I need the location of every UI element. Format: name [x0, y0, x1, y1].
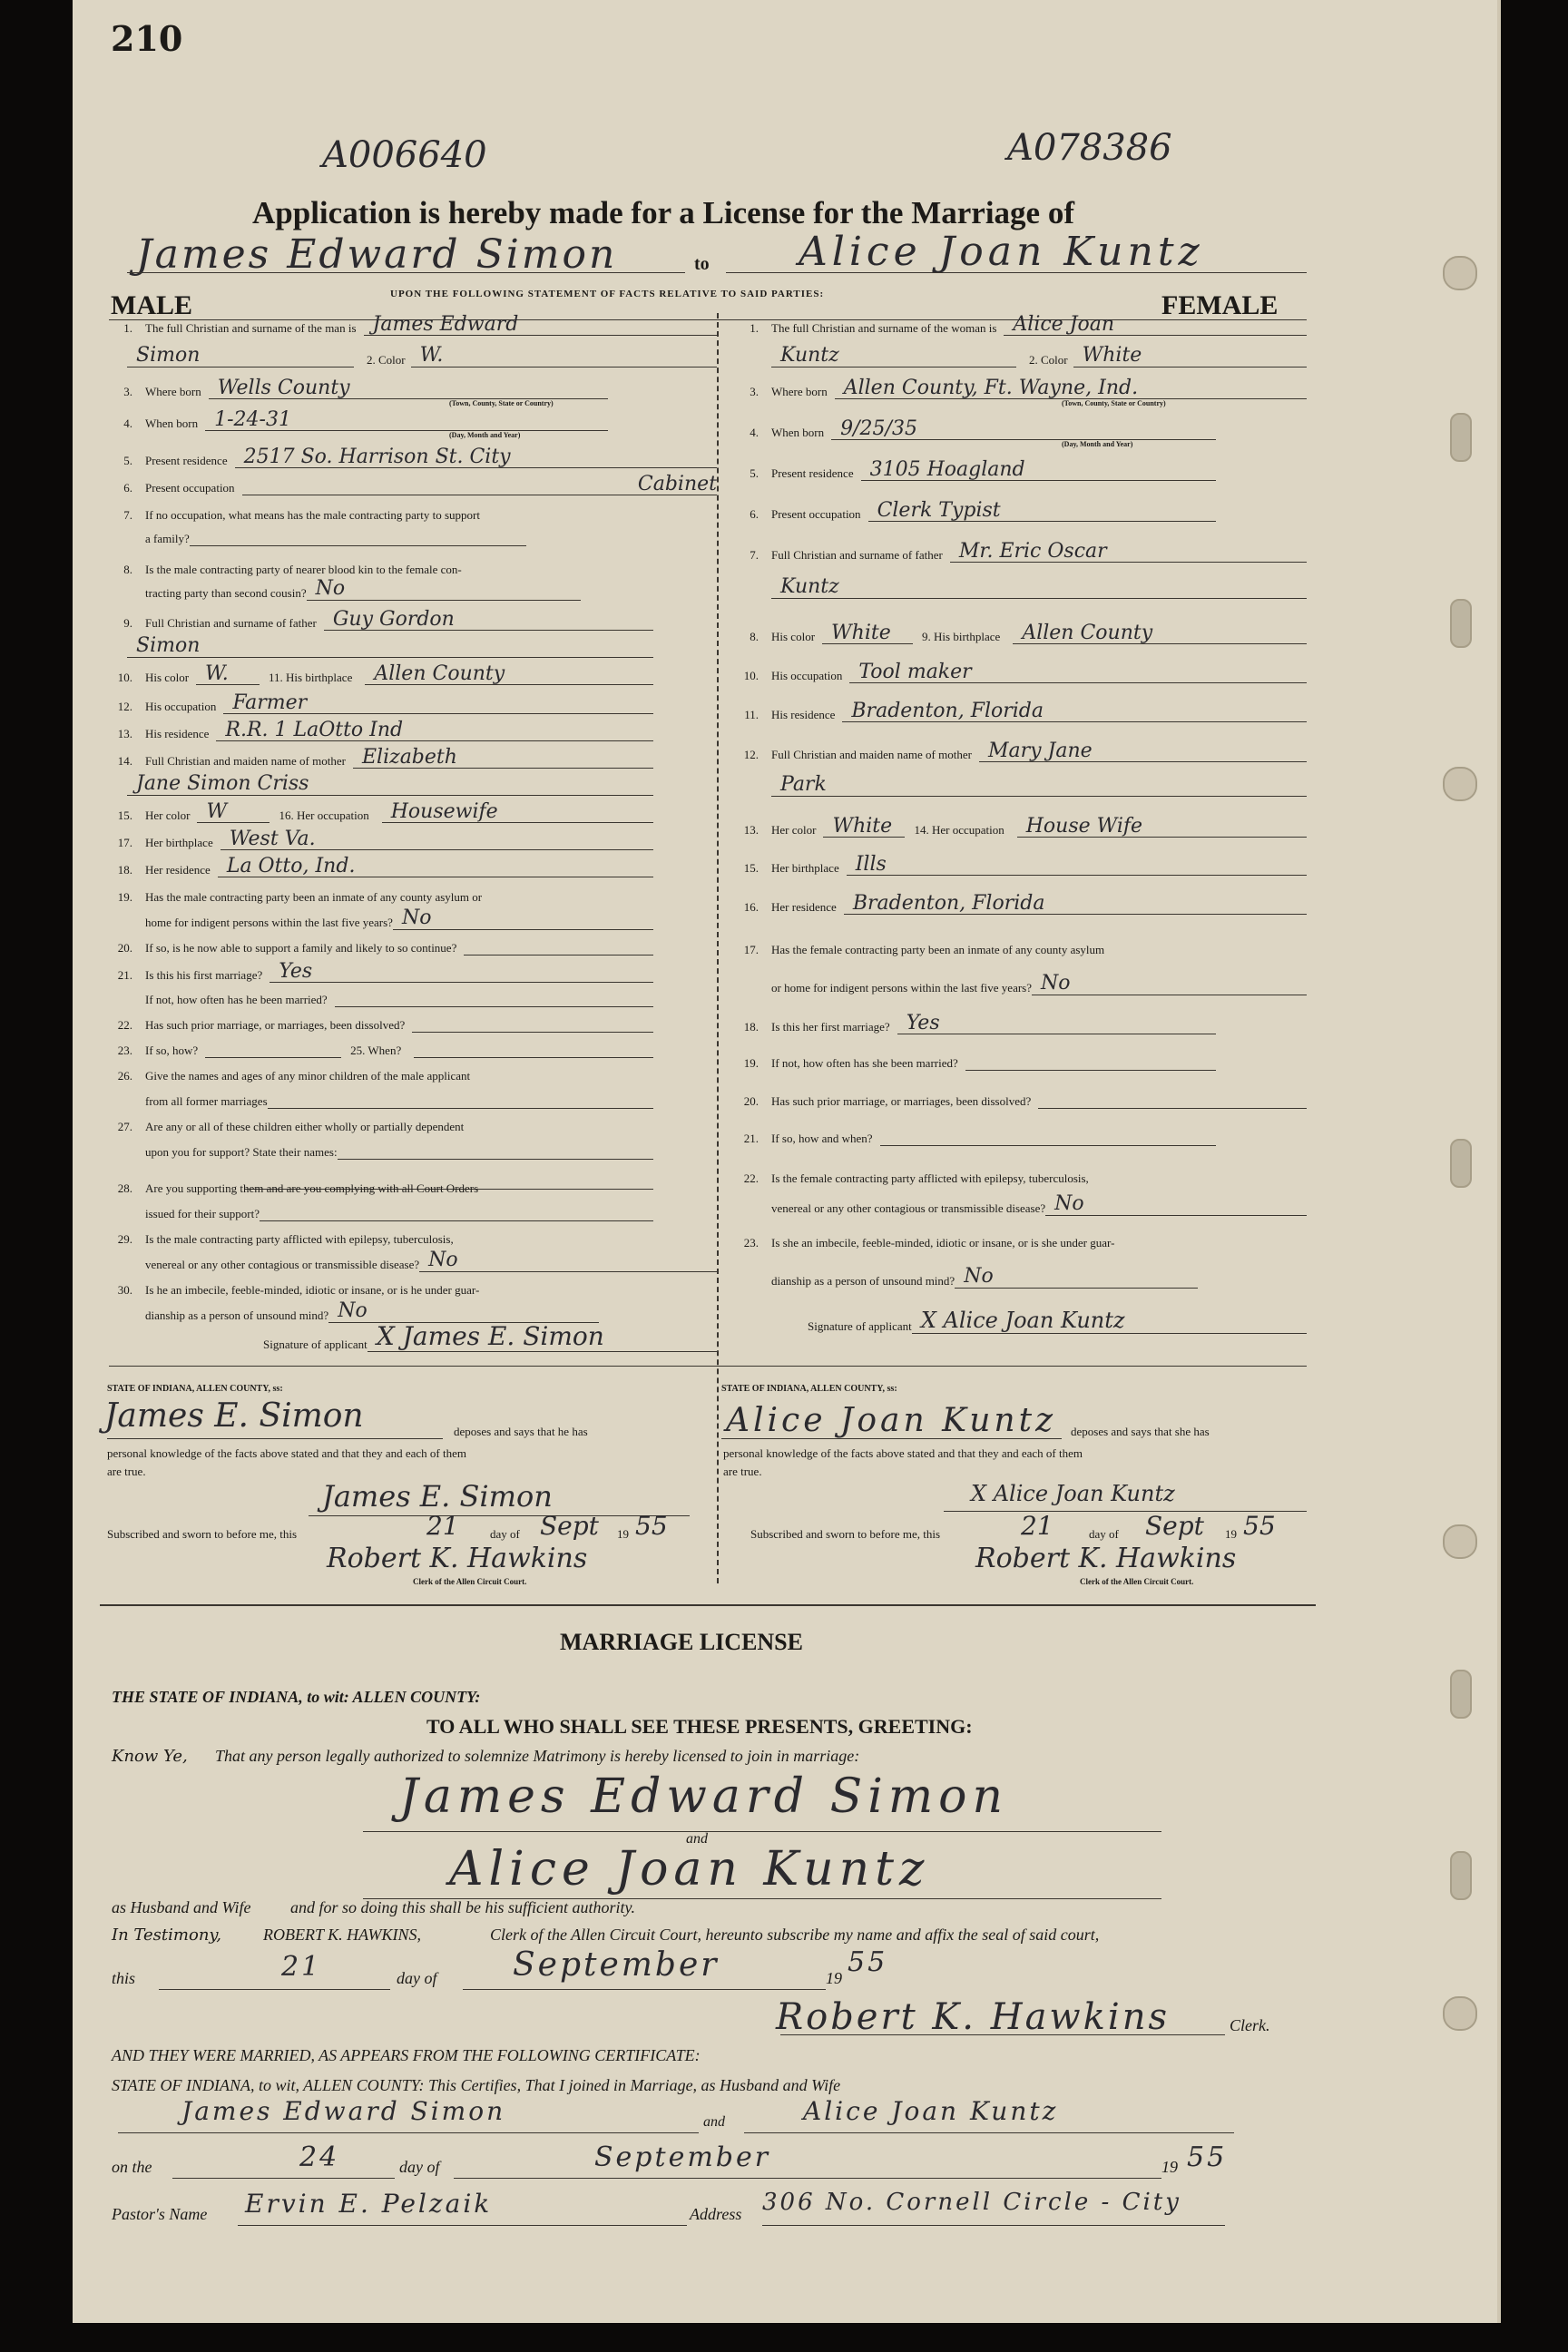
file-number-right: A078386	[1007, 127, 1172, 169]
male-affidavit-top-rule	[109, 1366, 717, 1367]
female-affidavit-true: are true.	[723, 1465, 762, 1478]
female-row-1b: Kuntz 2. Color White	[771, 340, 1307, 368]
female-sworn-19: 19	[1225, 1527, 1237, 1541]
certificate-bride-line	[744, 2132, 1234, 2133]
female-row-12: 12. Full Christian and maiden name of mother Mary Jane	[726, 735, 1307, 762]
license-top-rule	[100, 1604, 1316, 1606]
license-testimony: In Testimony,	[112, 1926, 221, 1945]
license-know-text: That any person legally authorized to solemnize Matrimony is hereby licensed to join in marriage:	[215, 1747, 860, 1765]
female-row-17: 17. Has the female contracting party been an inmate of any county asylum	[743, 943, 1105, 956]
page-number: 210	[111, 18, 183, 59]
binder-slot	[1450, 1851, 1472, 1900]
license-19: 19	[826, 1969, 842, 1987]
male-row-14b: Jane Simon Criss	[127, 769, 653, 796]
certificate-year: 55	[1187, 2141, 1228, 2173]
male-affidavit-state: STATE OF INDIANA, ALLEN COUNTY, ss:	[107, 1384, 283, 1394]
male-row-9b: Simon	[127, 631, 653, 658]
female-clerk-signature: Robert K. Hawkins	[975, 1543, 1237, 1574]
female-clerk-caption: Clerk of the Allen Circuit Court.	[1080, 1577, 1194, 1586]
female-sworn-dayof: day of	[1089, 1527, 1119, 1541]
male-signature-row: Signature of applicant X James E. Simon	[263, 1325, 717, 1352]
female-row-3-caption: (Town, County, State or Country)	[1062, 399, 1166, 407]
female-row-1: 1. The full Christian and surname of the woman is Alice Joan	[726, 309, 1307, 336]
female-sworn-month: Sept	[1145, 1511, 1204, 1541]
male-clerk-caption: Clerk of the Allen Circuit Court.	[413, 1577, 527, 1586]
license-month: September	[513, 1946, 720, 1984]
male-affidavit-sig-line	[309, 1515, 690, 1516]
male-affidavit-name-line	[107, 1438, 443, 1439]
male-row-27: 27. Are any or all of these children either wholly or partially dependent	[117, 1120, 465, 1133]
female-row-3: 3. Where born Allen County, Ft. Wayne, Ind.	[726, 372, 1307, 399]
female-row-5: 5. Present residence 3105 Hoagland	[726, 454, 1216, 481]
female-affidavit-deposes: deposes and says that she has	[1071, 1425, 1210, 1438]
license-heading: MARRIAGE LICENSE	[560, 1629, 803, 1655]
to-word: to	[694, 254, 710, 274]
certificate-month: September	[594, 2141, 771, 2173]
female-affidavit-top-rule	[717, 1366, 1307, 1367]
male-row-6: 6. Present occupation Cabinet	[123, 472, 717, 495]
male-sworn-dayof: day of	[490, 1527, 520, 1541]
male-row-28b: issued for their support?	[145, 1194, 653, 1221]
male-clerk-signature: Robert K. Hawkins	[327, 1543, 588, 1574]
female-row-18: 18. Is this her first marriage? Yes	[726, 1007, 1216, 1034]
male-row-12: 12. His occupation Farmer	[100, 687, 653, 714]
female-row-4: 4. When born 9/25/35	[726, 413, 1216, 440]
certificate-bride: Alice Joan Kuntz	[803, 2096, 1059, 2126]
male-row-3-caption: (Town, County, State or Country)	[449, 399, 554, 407]
male-row-29: 29. Is the male contracting party afflicted with epilepsy, tuberculosis,	[117, 1232, 454, 1246]
license-clerk-signature: Robert K. Hawkins	[776, 1996, 1170, 2038]
license-day-line	[159, 1989, 390, 1990]
male-affidavit-name: James E. Simon	[104, 1397, 364, 1435]
male-row-8b: tracting party than second cousin? No	[145, 573, 581, 601]
binder-ring-circle	[1443, 1996, 1477, 2031]
certificate-pastor-line	[238, 2225, 687, 2226]
female-row-13: 13. Her color White 14. Her occupation House Wife	[726, 810, 1307, 838]
female-signature-row: Signature of applicant X Alice Joan Kuntz	[808, 1307, 1307, 1334]
license-groom: James Edward Simon	[399, 1769, 1008, 1824]
female-affidavit-state: STATE OF INDIANA, ALLEN COUNTY, ss:	[721, 1384, 897, 1394]
female-row-23: 23. Is she an imbecile, feeble-minded, idiotic or insane, or is she under guar-	[743, 1236, 1115, 1250]
facts-subtitle: UPON THE FOLLOWING STATEMENT OF FACTS RELATIVE TO SAID PARTIES:	[390, 289, 825, 299]
male-row-9: 9. Full Christian and surname of father Guy Gordon	[100, 603, 653, 631]
binder-ring-circle	[1443, 767, 1477, 801]
male-heading: MALE	[111, 290, 192, 320]
female-row-6: 6. Present occupation Clerk Typist	[726, 495, 1216, 522]
male-row-26: 26. Give the names and ages of any minor children of the male applicant	[117, 1069, 471, 1083]
certificate-address-label: Address	[690, 2205, 742, 2223]
female-affidavit-name: Alice Joan Kuntz	[726, 1402, 1057, 1439]
binder-slot	[1450, 1670, 1472, 1719]
male-row-1: 1. The full Christian and surname of the man is James Edward	[100, 309, 717, 336]
male-sworn-month: Sept	[540, 1511, 599, 1541]
license-as-hw-rest: and for so doing this shall be his sufficient authority.	[290, 1898, 636, 1916]
certificate-groom: James Edward Simon	[181, 2096, 506, 2126]
license-year: 55	[848, 1946, 888, 1978]
certificate-line1: AND THEY WERE MARRIED, AS APPEARS FROM THE FOLLOWING CERTIFICATE:	[112, 2046, 701, 2064]
female-row-17b: or home for indigent persons within the last five years? No	[771, 968, 1307, 995]
female-row-22b: venereal or any other contagious or transmissible disease? No	[771, 1189, 1307, 1216]
certificate-and: and	[703, 2114, 725, 2130]
male-row-5: 5. Present residence 2517 So. Harrison St. City	[100, 441, 717, 468]
female-heading: FEMALE	[1161, 290, 1279, 320]
certificate-address-line	[762, 2225, 1225, 2226]
male-row-1b: Simon 2. Color W.	[127, 340, 717, 368]
file-number-left: A006640	[322, 134, 487, 176]
male-row-13: 13. His residence R.R. 1 LaOtto Ind	[100, 714, 653, 741]
male-row-7b: a family?	[145, 519, 526, 546]
license-greeting: TO ALL WHO SHALL SEE THESE PRESENTS, GREETING:	[426, 1715, 973, 1738]
male-row-21b: If not, how often has he been married?	[100, 980, 653, 1007]
female-row-21: 21. If so, how and when?	[726, 1119, 1216, 1146]
female-row-11: 11. His residence Bradenton, Florida	[726, 695, 1307, 722]
male-row-29b: venereal or any other contagious or transmissible disease? No	[145, 1245, 717, 1272]
female-sworn-text: Subscribed and sworn to before me, this	[750, 1527, 941, 1541]
female-row-12b: Park	[771, 769, 1307, 797]
license-day: 21	[281, 1951, 322, 1983]
female-sworn-day: 21	[1021, 1511, 1054, 1541]
license-know-ye: Know Ye,	[112, 1747, 188, 1766]
female-row-23b: dianship as a person of unsound mind? No	[771, 1261, 1198, 1289]
certificate-day-of: day of	[399, 2158, 440, 2176]
application-title: Application is hereby made for a License for the Marriage of	[252, 195, 1074, 230]
male-affidavit-deposes: deposes and says that he has	[454, 1425, 588, 1438]
female-row-20: 20. Has such prior marriage, or marriages, been dissolved?	[726, 1082, 1307, 1109]
female-row-8: 8. His color White 9. His birthplace Allen County	[726, 617, 1307, 644]
male-affidavit-true: are true.	[107, 1465, 146, 1478]
license-clerk-line	[780, 2034, 1225, 2035]
male-sworn-day: 21	[426, 1511, 459, 1541]
binder-slot	[1450, 1139, 1472, 1188]
male-row-14: 14. Full Christian and maiden name of mother Elizabeth	[100, 741, 653, 769]
license-bride: Alice Joan Kuntz	[449, 1842, 930, 1896]
male-row-4: 4. When born 1-24-31	[100, 404, 608, 431]
certificate-line2: STATE OF INDIANA, to wit, ALLEN COUNTY: This Certifies, That I joined in Marriage, as Husband and Wife	[112, 2076, 841, 2094]
male-sworn-text: Subscribed and sworn to before me, this	[107, 1527, 298, 1541]
license-day-of: day of	[397, 1969, 437, 1987]
male-affidavit-signature: James E. Simon	[322, 1479, 553, 1514]
binder-slot	[1450, 413, 1472, 462]
license-testimony-rest: Clerk of the Allen Circuit Court, hereunto subscribe my name and affix the seal of said court,	[490, 1926, 1100, 1944]
male-row-28: 28. Are you supporting them and are you complying with all Court Orders	[117, 1181, 479, 1195]
bride-name: Alice Joan Kuntz	[799, 229, 1204, 275]
female-affidavit-signature: X Alice Joan Kuntz	[971, 1481, 1175, 1506]
license-clerk-name: ROBERT K. HAWKINS,	[263, 1926, 421, 1944]
certificate-pastor-label: Pastor's Name	[112, 2205, 208, 2223]
male-affidavit-text: personal knowledge of the facts above stated and that they and each of them	[107, 1446, 466, 1460]
female-row-7: 7. Full Christian and surname of father Mr. Eric Oscar	[726, 535, 1307, 563]
groom-name-line	[127, 272, 685, 273]
male-row-30: 30. Is he an imbecile, feeble-minded, idiotic or insane, or is he under guar-	[117, 1283, 480, 1297]
male-row-15: 15. Her color W 16. Her occupation Housewife	[100, 796, 653, 823]
female-sworn-year: 55	[1243, 1511, 1276, 1541]
binder-ring-circle	[1443, 256, 1477, 290]
license-and: and	[686, 1831, 708, 1847]
certificate-pastor: Ervin E. Pelzaik	[245, 2189, 493, 2219]
male-row-10: 10. His color W. 11. His birthplace Allen County	[100, 658, 653, 685]
male-row-8: 8. Is the male contracting party of nearer blood kin to the female con-	[123, 563, 462, 576]
male-row-4-caption: (Day, Month and Year)	[449, 431, 521, 439]
license-as-hw: as Husband and Wife	[112, 1898, 251, 1916]
certificate-on-the: on the	[112, 2158, 152, 2176]
certificate-groom-line	[118, 2132, 699, 2133]
male-row-22: 22. Has such prior marriage, or marriages, been dissolved?	[100, 1005, 653, 1033]
female-row-4-caption: (Day, Month and Year)	[1062, 440, 1133, 448]
column-divider	[717, 313, 719, 1583]
female-row-22: 22. Is the female contracting party afflicted with epilepsy, tuberculosis,	[743, 1171, 1089, 1185]
binder-ring-circle	[1443, 1524, 1477, 1559]
female-row-16: 16. Her residence Bradenton, Florida	[726, 887, 1307, 915]
male-row-3: 3. Where born Wells County	[100, 372, 608, 399]
female-row-15: 15. Her birthplace Ills	[726, 848, 1307, 876]
male-row-17: 17. Her birthplace West Va.	[100, 823, 653, 850]
certificate-day-line	[172, 2178, 395, 2179]
license-month-line	[463, 1989, 826, 1990]
male-row-19: 19. Has the male contracting party been an inmate of any county asylum or	[117, 890, 483, 904]
certificate-address: 306 No. Cornell Circle - City	[762, 2189, 1181, 2216]
license-this: this	[112, 1969, 136, 1987]
male-sworn-year: 55	[635, 1511, 668, 1541]
binder-slot	[1450, 599, 1472, 648]
groom-name: James Edward Simon	[136, 231, 618, 278]
male-row-7: 7. If no occupation, what means has the male contracting party to support	[123, 508, 480, 522]
male-row-30b: dianship as a person of unsound mind? No	[145, 1296, 599, 1323]
male-row-27b: upon you for support? State their names:	[145, 1132, 653, 1160]
female-affidavit-text: personal knowledge of the facts above stated and that they and each of them	[723, 1446, 1083, 1460]
male-sworn-19: 19	[617, 1527, 629, 1541]
license-clerk-word: Clerk.	[1230, 2016, 1270, 2034]
female-affidavit-name-line	[721, 1438, 1062, 1439]
male-row-26b: from all former marriages	[145, 1082, 653, 1109]
license-groom-line	[363, 1831, 1161, 1832]
male-row-23: 23. If so, how? 25. When?	[100, 1031, 653, 1058]
female-row-19: 19. If not, how often has she been married?	[726, 1044, 1216, 1071]
certificate-day: 24	[299, 2141, 340, 2173]
female-row-10: 10. His occupation Tool maker	[726, 656, 1307, 683]
male-row-18: 18. Her residence La Otto, Ind.	[100, 850, 653, 877]
certificate-month-line	[454, 2178, 1161, 2179]
male-row-20: 20. If so, is he now able to support a family and likely to so continue?	[100, 928, 653, 956]
bride-name-line	[726, 272, 1307, 273]
male-row-19b: home for indigent persons within the last five years? No	[145, 903, 653, 930]
certificate-19: 19	[1161, 2158, 1178, 2176]
female-row-7b: Kuntz	[771, 572, 1307, 599]
license-state-line: THE STATE OF INDIANA, to wit: ALLEN COUNTY:	[112, 1688, 481, 1706]
male-row-21: 21. Is this his first marriage? Yes	[100, 956, 653, 983]
